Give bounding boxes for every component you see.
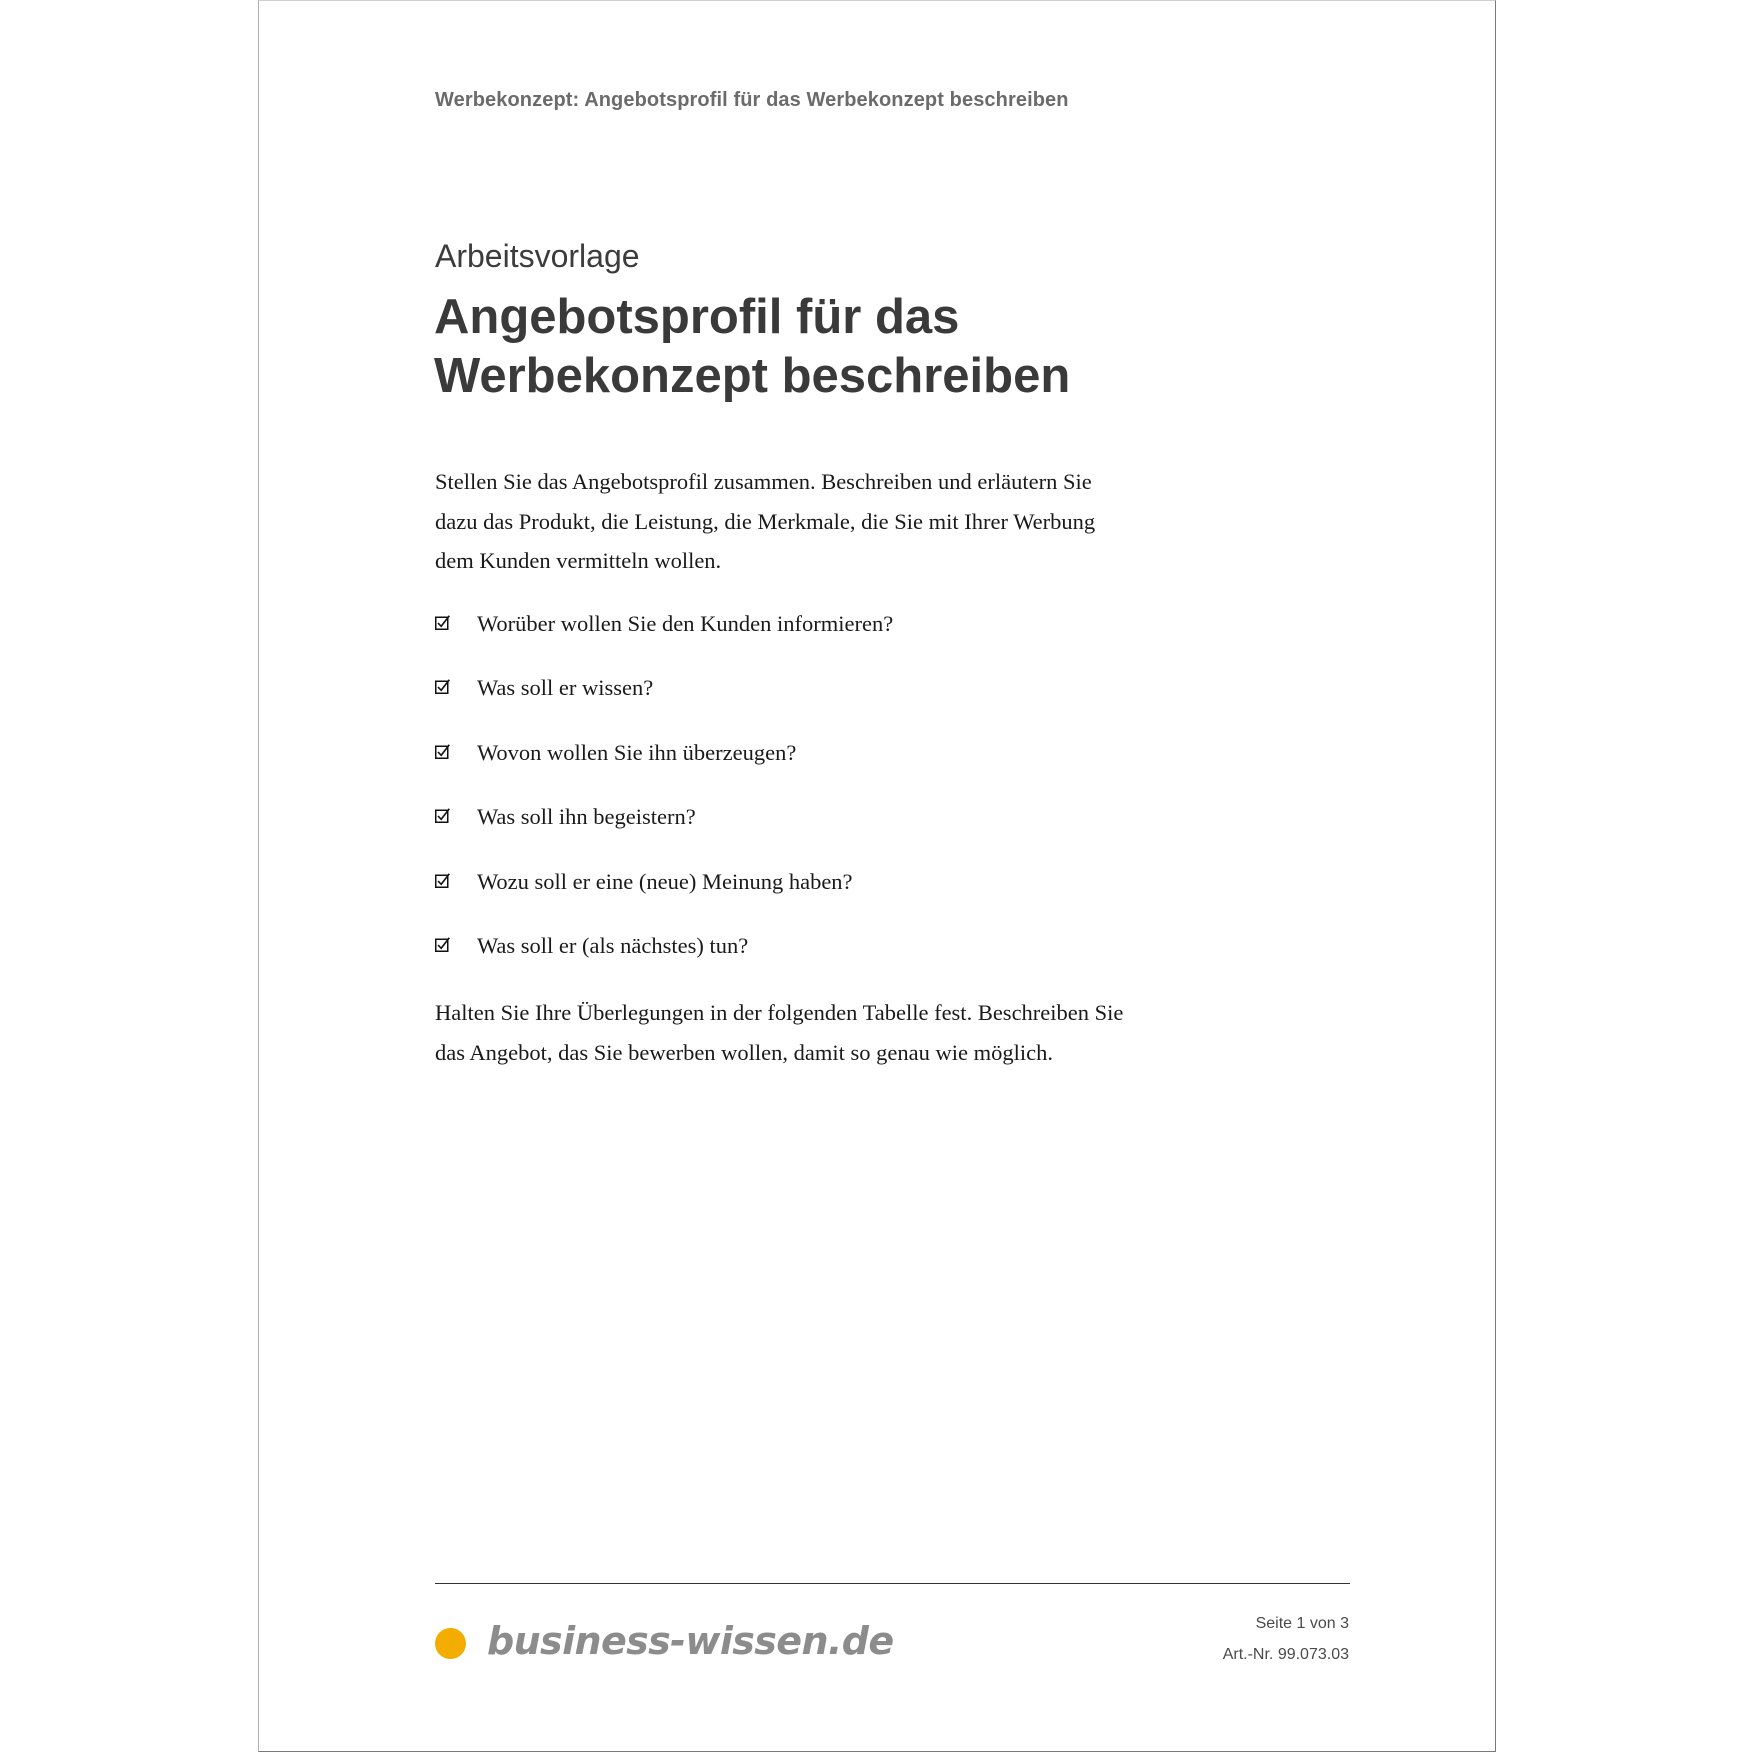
- intro-line: dem Kunden vermitteln wollen.: [435, 548, 722, 573]
- checked-box-icon: [435, 873, 450, 888]
- checklist-item-label: Worüber wollen Sie den Kunden informieren?: [477, 611, 894, 636]
- document-title: [434, 288, 1070, 406]
- footer-divider: [435, 1583, 1350, 1584]
- title-line: Werbekonzept beschreiben: [434, 349, 1071, 403]
- footer-meta: [1223, 1608, 1349, 1670]
- checklist-item-label: Wovon wollen Sie ihn überzeugen?: [477, 739, 797, 765]
- outro-paragraph: [435, 993, 1195, 1072]
- checked-box-icon: [435, 937, 450, 952]
- intro-line: Stellen Sie das Angebotsprofil zusammen. Beschreiben und erläutern Sie: [435, 469, 1092, 494]
- checked-box-icon: [435, 744, 450, 759]
- logo-wordmark: business-wissen.de: [487, 1619, 894, 1663]
- checked-box-icon: [435, 679, 450, 694]
- outro-line: das Angebot, das Sie bewerben wollen, damit so genau wie möglich.: [435, 1039, 1053, 1065]
- checked-box-icon: [435, 808, 450, 823]
- document-kicker: Arbeitsvorlage: [435, 238, 640, 274]
- checklist-item-label: Wozu soll er eine (neue) Meinung haben?: [477, 868, 853, 894]
- running-header: Werbekonzept: Angebotsprofil für das Werbekonzept beschreiben: [435, 89, 1069, 111]
- checklist-item-label: Was soll er wissen?: [477, 675, 654, 701]
- intro-paragraph: [435, 462, 1195, 581]
- page-number: Seite 1 von 3: [1255, 1615, 1349, 1632]
- checklist-item-label: Was soll er (als nächstes) tun?: [477, 932, 749, 958]
- checklist-item-label: Was soll ihn begeistern?: [477, 804, 696, 830]
- title-line: Angebotsprofil für das: [434, 290, 960, 344]
- outro-line: Halten Sie Ihre Überlegungen in der folgenden Tabelle fest. Beschreiben Sie: [435, 1000, 1124, 1025]
- intro-line: dazu das Produkt, die Leistung, die Merkmale, die Sie mit Ihrer Werbung: [435, 508, 1096, 534]
- logo-dot-icon: [435, 1628, 466, 1659]
- document-page: [258, 0, 1496, 1752]
- checked-box-icon: [435, 615, 450, 630]
- article-number: Art.-Nr. 99.073.03: [1222, 1646, 1349, 1663]
